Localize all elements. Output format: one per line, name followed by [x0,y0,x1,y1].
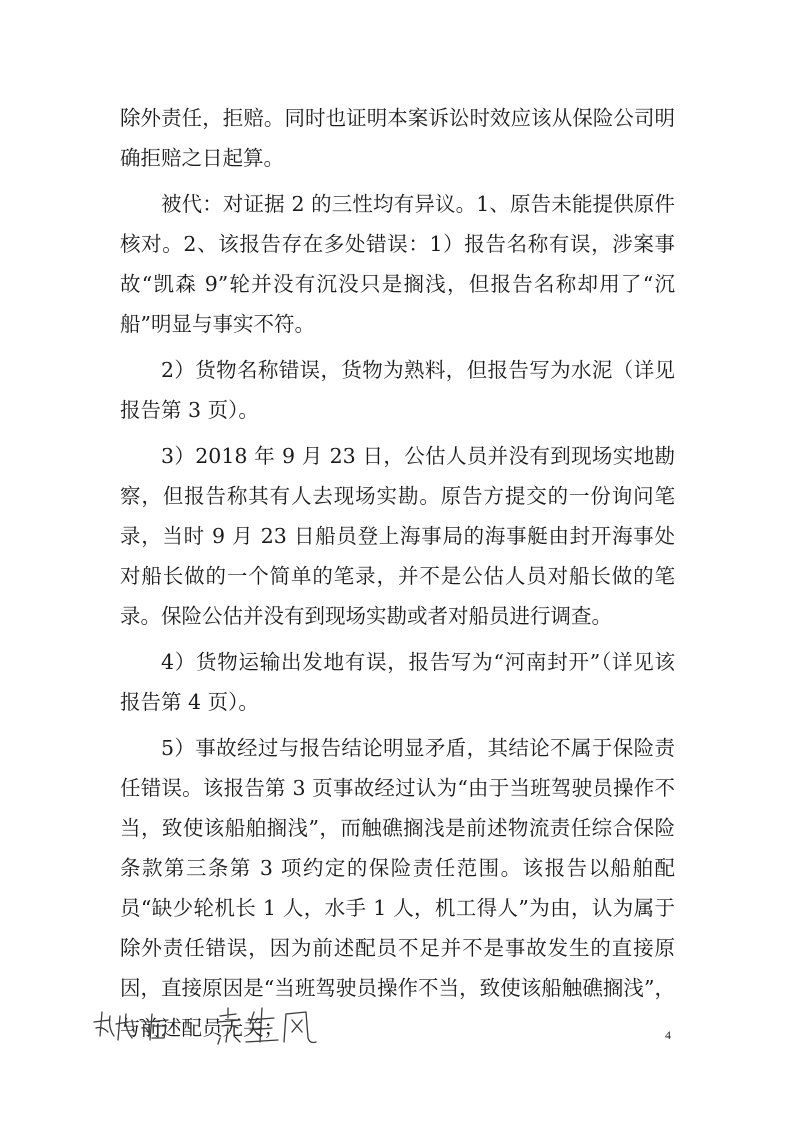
signature-drawing [88,1002,328,1052]
paragraph-1: 除外责任，拒赔。同时也证明本案诉讼时效应该从保险公司明确拒赔之日起算。 [120,106,675,170]
paragraph-2: 被代：对证据 2 的三性均有异议。1、原告未能提供原件核对。2、该报告存在多处错误：1）报告名称有误，涉案事故“凯森 9”轮并没有沉没只是搁浅，但报告名称却用了“沉船”明显与事实不符。 [120,192,675,336]
page-number: 4 [665,1028,671,1042]
signature-1 [94,1012,168,1040]
paragraph-5: 4）货物运输出发地有误，报告写为“河南封开”（详见该报告第 4 页）。 [120,650,675,714]
handwritten-signatures [88,1002,328,1052]
paragraph-4: 3）2018 年 9 月 23 日，公估人员并没有到现场实地勘察，但报告称其有人去现场实勘。原告方提交的一份询问笔录，当时 9 月 23 日船员登上海事局的海事艇由封开海事处对船长做的一个简单的笔录，并不是公估人员对船长做的笔录。保险公估并没有到现场实勘或者对船员进行调查。 [120,444,675,628]
paragraph-6: 5）事故经过与报告结论明显矛盾，其结论不属于保险责任错误。该报告第 3 页事故经过认为“由于当班驾驶员操作不当，致使该船舶搁浅”，而触礁搁浅是前述物流责任综合保险条款第三条第 3 项约定的保险责任范围。该报告以船舶配员“缺少轮机长 1 人，水手 1 人，机工得人”为由，认为属于除外责任错误，因为前述配员不足并不是事故发生的直接原因，直接原因是“当班驾驶员操作不当，致使该船触礁搁浅”，与前述配员无关； [120,736,675,1040]
document-body [120,98,675,1054]
signature-2 [218,1008,316,1044]
paragraph-3: 2）货物名称错误，货物为熟料，但报告写为水泥（详见报告第 3 页）。 [120,358,675,422]
